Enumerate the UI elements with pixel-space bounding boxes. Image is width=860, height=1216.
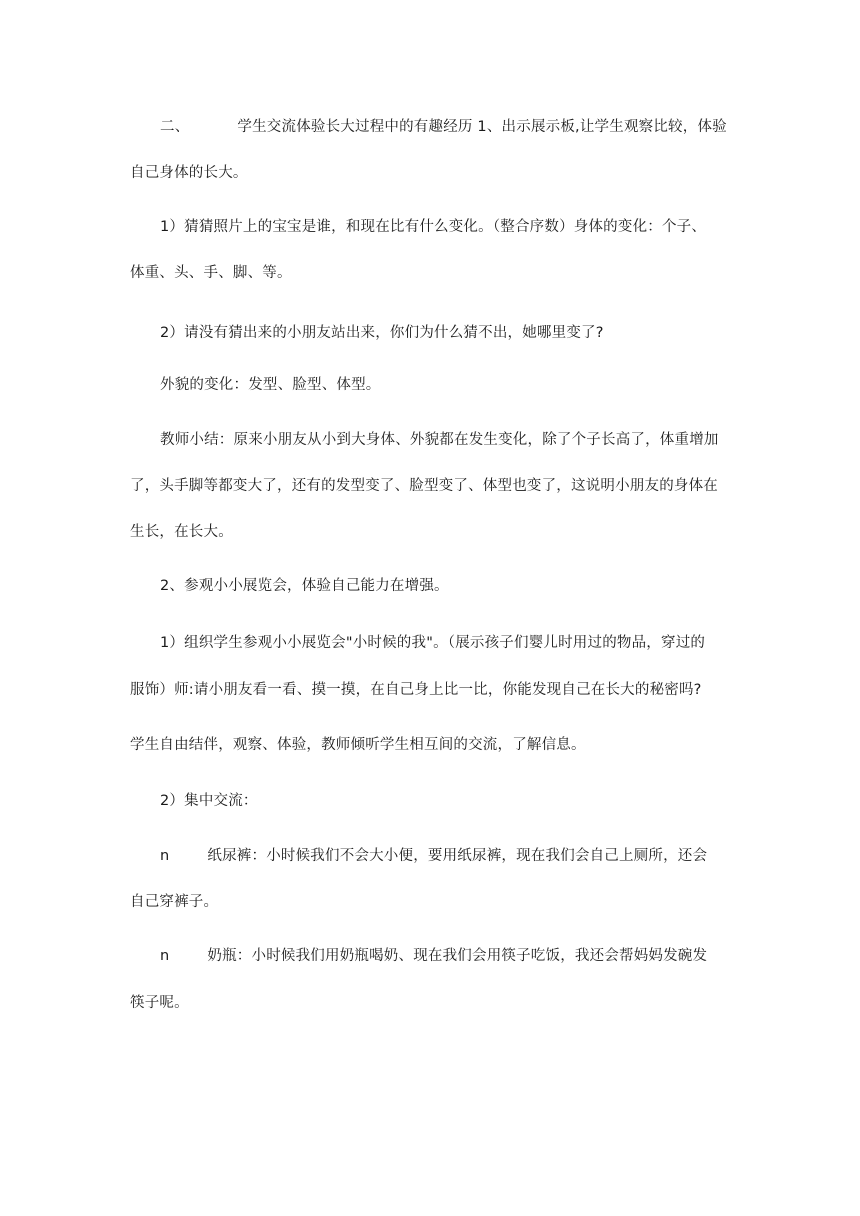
paragraph-line-18: 筷子呢。 xyxy=(130,995,189,1011)
paragraph-line-16: 自己穿裤子。 xyxy=(130,894,219,910)
paragraph-line-9: 生长，在长大。 xyxy=(130,524,233,540)
section-heading-text: 学生交流体验长大过程中的有趣经历 1、出示展示板,让学生观察比较，体验 xyxy=(237,119,727,135)
paragraph-line-13: 学生自由结伴，观察、体验，教师倾听学生相互间的交流，了解信息。 xyxy=(130,737,586,753)
paragraph-line-5: 2）请没有猜出来的小朋友站出来，你们为什么猜不出，她哪里变了? xyxy=(160,325,604,341)
paragraph-line-7: 教师小结：原来小朋友从小到大身体、外貌都在发生变化，除了个子长高了，体重增加 xyxy=(160,432,719,448)
bullet-marker: n xyxy=(160,948,170,964)
paragraph-line-11: 1）组织学生参观小小展览会"小时候的我"。（展示孩子们婴儿时用过的物品，穿过的 xyxy=(160,635,706,651)
section-number: 二、 xyxy=(160,119,190,135)
paragraph-line-2: 自己身体的长大。 xyxy=(130,165,248,181)
bullet-marker: n xyxy=(160,848,170,864)
paragraph-line-12: 服饰）师:请小朋友看一看、摸一摸，在自己身上比一比，你能发现自己在长大的秘密吗? xyxy=(130,682,702,698)
paragraph-line-17 xyxy=(160,946,707,966)
paragraph-line-8: 了，头手脚等都变大了，还有的发型变了、脸型变了、体型也变了，这说明小朋友的身体在 xyxy=(130,478,718,494)
paragraph-line-14: 2）集中交流： xyxy=(160,793,258,809)
paragraph-line-15 xyxy=(160,846,707,866)
paragraph-line-3: 1）猜猜照片上的宝宝是谁，和现在比有什么变化。（整合序数）身体的变化：个子、 xyxy=(160,219,707,235)
paragraph-line-4: 体重、头、手、脚、等。 xyxy=(130,265,292,281)
paragraph-line-1 xyxy=(160,117,727,137)
list-item-text: 纸尿裤：小时候我们不会大小便，要用纸尿裤，现在我们会自己上厕所，还会 xyxy=(207,848,708,864)
list-item-text: 奶瓶：小时候我们用奶瓶喝奶、现在我们会用筷子吃饭，我还会帮妈妈发碗发 xyxy=(207,948,708,964)
paragraph-line-6: 外貌的变化：发型、脸型、体型。 xyxy=(160,377,381,393)
paragraph-line-10: 2、参观小小展览会，体验自己能力在增强。 xyxy=(160,578,449,594)
